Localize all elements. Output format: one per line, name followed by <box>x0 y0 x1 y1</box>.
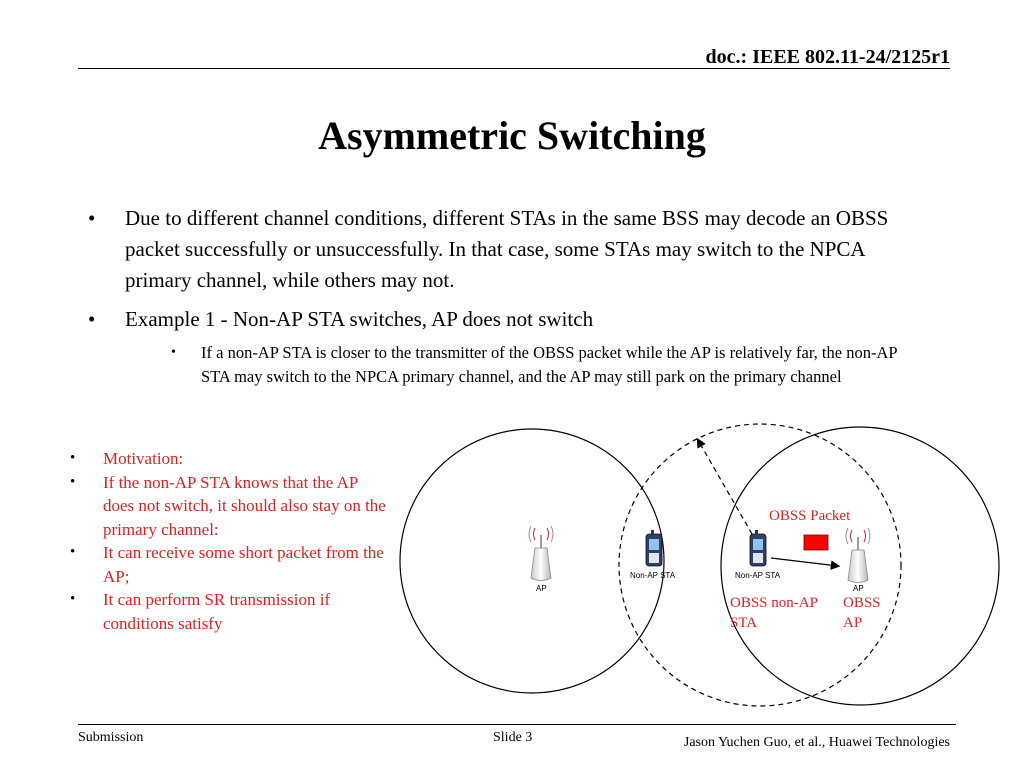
obss-non-ap-sta-small-label: Non-AP STA <box>735 571 781 580</box>
ap-label: AP <box>536 584 547 593</box>
bullet-dot-icon: • <box>171 345 176 360</box>
slide-number: Slide 3 <box>493 730 533 745</box>
footer-authors: Jason Yuchen Guo, et al., Huawei Technologies <box>683 735 950 750</box>
obss-ap-small-label: AP <box>853 584 864 593</box>
motivation-text: Motivation: <box>103 449 184 468</box>
obss-packet-reach-arrow <box>698 440 752 534</box>
bullet-text: Example 1 - Non-AP STA switches, AP does not switch <box>125 307 594 331</box>
sub-bullet-text: If a non-AP STA is closer to the transmitter of the OBSS packet while the AP is relatively far, the non-AP STA may switch to the NPCA primary channel, and the AP may still park on the primary channel <box>201 343 897 386</box>
footer-divider <box>78 724 956 725</box>
ap-bss-circle <box>400 429 664 693</box>
non-ap-sta-phone-icon <box>646 530 662 566</box>
document-id: doc.: IEEE 802.11-24/2125r1 <box>705 46 950 68</box>
ap-icon <box>529 526 553 581</box>
bullet-text: Due to different channel conditions, different STAs in the same BSS may decode an OBSS packet successfully or unsuccessfully. In that case, some STAs may switch to the NPCA primary channel, while others may not. <box>125 206 889 292</box>
slide-title: Asymmetric Switching <box>318 113 706 158</box>
bullet-dot-icon: • <box>70 544 76 560</box>
obss-ap-icon <box>846 528 870 583</box>
obss-non-ap-sta-label: OBSS non-AP STA <box>730 595 818 631</box>
obss-packet-icon <box>804 535 828 550</box>
obss-ap-label: OBSS AP <box>843 595 881 631</box>
obss-packet-label: OBSS Packet <box>769 508 851 524</box>
bullet-dot-icon: • <box>70 473 76 490</box>
bullet-dot-icon: • <box>88 307 96 331</box>
obss-packet-arrow <box>771 558 838 566</box>
obss-non-ap-sta-phone-icon <box>750 530 766 566</box>
bullet-dot-icon: • <box>70 591 76 607</box>
non-ap-sta-label: Non-AP STA <box>630 571 676 580</box>
bullet-dot-icon: • <box>88 206 96 230</box>
motivation-text: If the non-AP STA knows that the AP does not switch, it should also stay on the primary channel: <box>103 472 386 539</box>
motivation-text: It can perform SR transmission if conditions satisfy <box>103 590 331 633</box>
footer-submission: Submission <box>78 730 144 745</box>
bullet-dot-icon: • <box>70 450 76 466</box>
motivation-text: It can receive some short packet from the AP; <box>103 543 384 586</box>
